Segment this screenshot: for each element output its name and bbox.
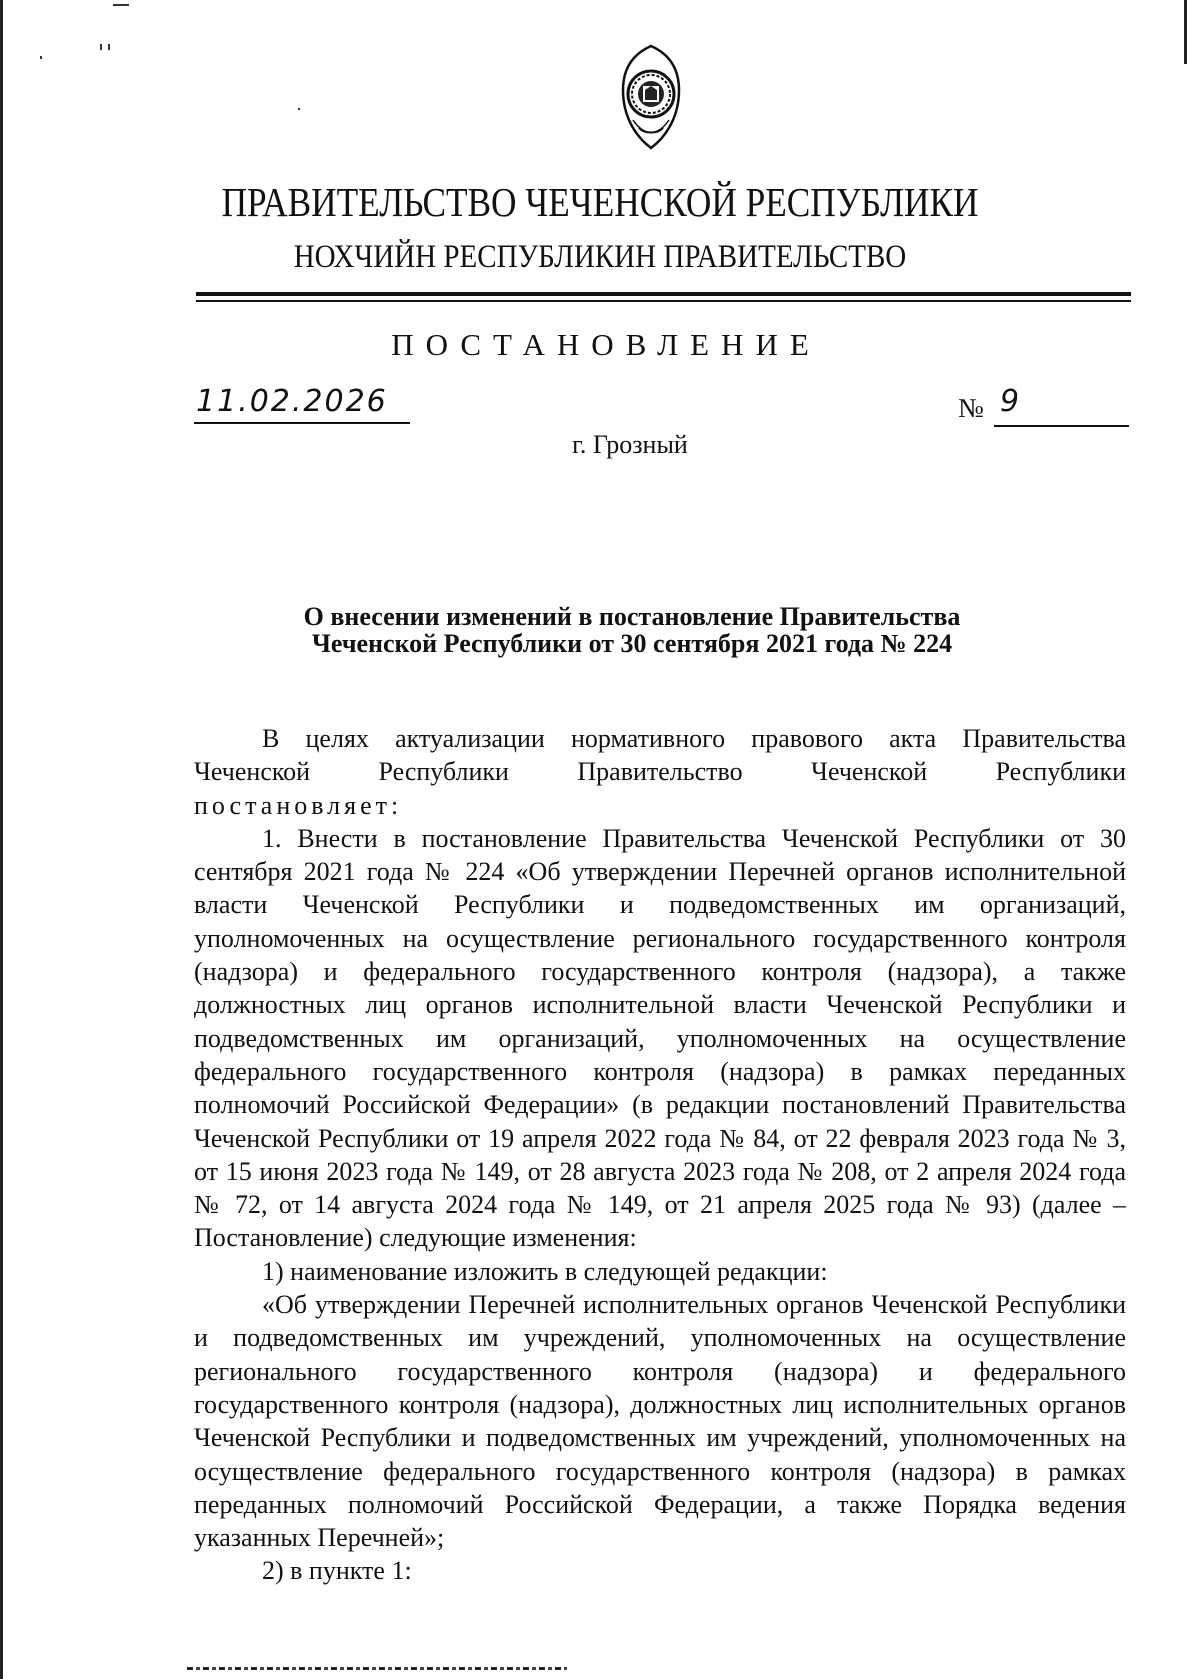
scan-speck bbox=[113, 4, 129, 6]
coat-of-arms-icon bbox=[619, 44, 683, 150]
document-type: ПОСТАНОВЛЕНИЕ bbox=[391, 327, 821, 362]
decree-word: постановляет: bbox=[194, 790, 403, 820]
document-title-line: Чеченской Республики от 30 сентября 2021 года № 224 bbox=[311, 629, 953, 658]
quoted-title-paragraph: «Об утверждении Перечней исполнительных органов Чеченской Республики и подведомственных им учреждений, уполномоченных на осуществление регионального государственного контроля (надзора) и федерального государственного контроля (надзора), должностных лиц исполнительных органов Чеченской Республики и подведомственных им учреждений, уполномоченных на осуществление федерального государственного контроля (надзора) в рамках переданных полномочий Российской Федерации, а также Порядка ведения указанных Перечней»; bbox=[194, 1290, 1126, 1553]
scan-edge-left bbox=[0, 0, 3, 1679]
document-city: г. Грозный bbox=[572, 430, 688, 459]
date-underline bbox=[194, 422, 410, 424]
scan-speck bbox=[40, 56, 42, 59]
subitem-1-paragraph: 1) наименование изложить в следующей редакции: bbox=[262, 1256, 828, 1286]
government-name-ce: НОХЧИЙН РЕСПУБЛИКИН ПРАВИТЕЛЬСТВО bbox=[293, 239, 907, 275]
item-1-paragraph: 1. Внести в постановление Правительства Чеченской Республики от 30 сентября 2021 года № 224 «Об утверждении Перечней органов исполнительной власти Чеченской Республики и подведомственных им организаций, уполномоченных на осуществление регионального государственного контроля (надзора) и федерального государственного контроля (надзора), а также должностных лиц органов исполнительной власти Чеченской Республики и подведомственных им организаций, уполномоченных на осуществление федерального государственного контроля (надзора) в рамках переданных полномочий Российской Федерации» (в редакции постановлений Правительства Чеченской Республики от 19 апреля 2022 года № 84, от 22 февраля 2023 года № 3, от 15 июня 2023 года № 149, от 28 августа 2023 года № 208, от 2 апреля 2024 года № 72, от 14 августа 2024 года № 149, от 21 апреля 2025 года № 93) (далее – Постановление) следующие изменения: bbox=[194, 823, 1126, 1253]
intro-paragraph: В целях актуализации нормативного правового акта Правительства Чеченской Республики Правительство Чеченской Республики bbox=[194, 724, 1126, 787]
scan-speck bbox=[298, 108, 300, 110]
header-rule-thin bbox=[196, 300, 1131, 302]
document-body bbox=[194, 722, 1126, 1588]
scan-speck bbox=[108, 44, 110, 50]
header-rule-thick bbox=[196, 292, 1131, 296]
document-number: 9 bbox=[1000, 384, 1020, 419]
scan-edge-right bbox=[1184, 0, 1187, 64]
document-title-line: О внесении изменений в постановление Правительства bbox=[303, 602, 961, 631]
footer-scan-noise bbox=[187, 1667, 567, 1670]
subitem-2-paragraph: 2) в пункте 1: bbox=[262, 1556, 412, 1586]
number-label: № bbox=[958, 393, 984, 423]
scan-speck bbox=[100, 44, 102, 50]
document-title bbox=[0, 603, 1200, 657]
government-name-ru: ПРАВИТЕЛЬСТВО ЧЕЧЕНСКОЙ РЕСПУБЛИКИ bbox=[221, 179, 979, 225]
document-date: 11.02.2026 bbox=[196, 384, 388, 419]
